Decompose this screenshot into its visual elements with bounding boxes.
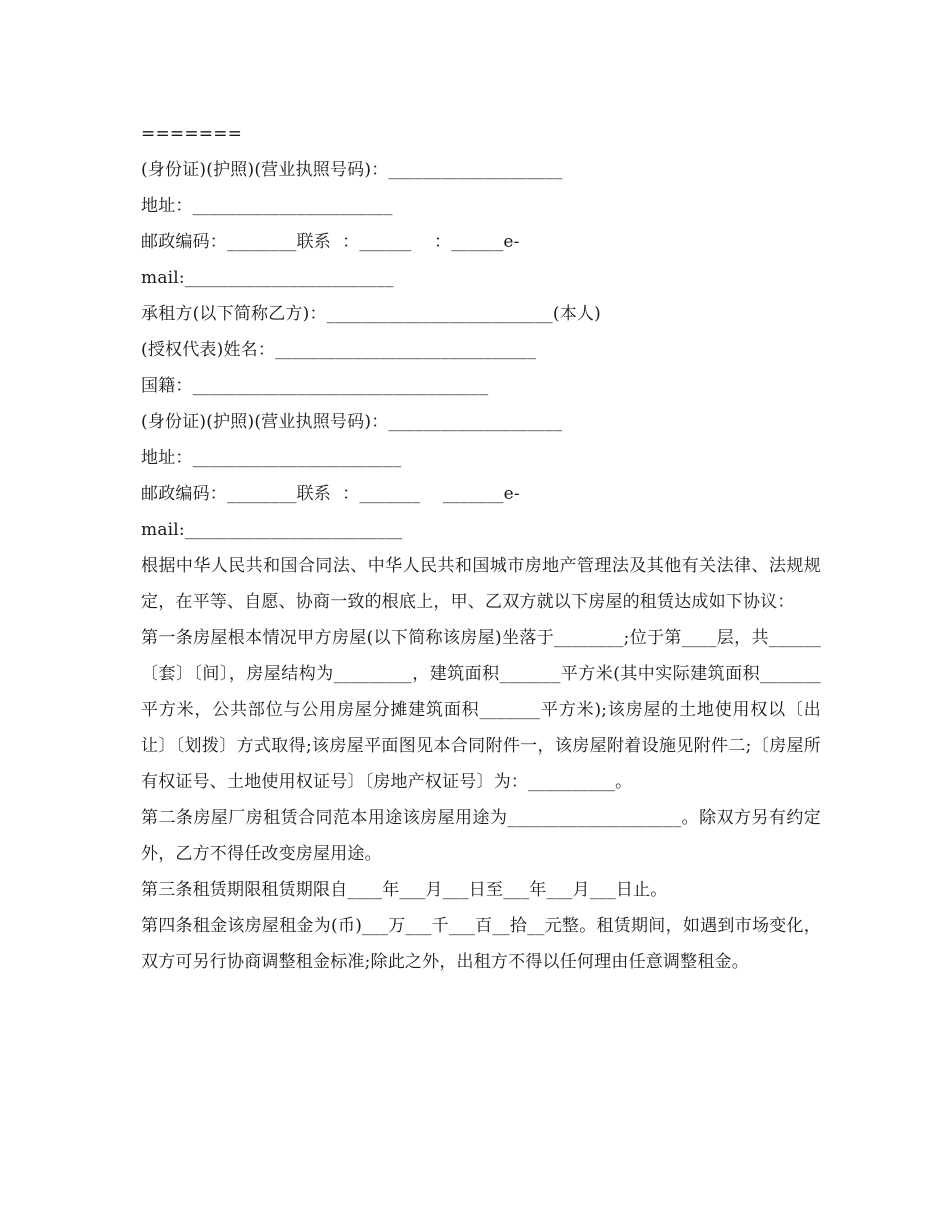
party-b-agent-line: (授权代表)姓名：______________________________ — [141, 340, 537, 360]
article-1-paragraph: 第一条房屋根本情况甲方房屋(以下简称该房屋)坐落于________;位于第____层，共______〔套〕〔间〕，房屋结构为_________，建筑面积_______平方米(其中实际建筑面积_______平方米，公共部位与公用房屋分摊建筑面积_______平方米);该房屋的土地使用权以〔出让〕〔划拨〕方式取得;该房屋平面图见本合同附件一，该房屋附着设施见附件二;〔房屋所有权证号、土地使用权证号〕〔房地产权证号〕为：__________。 — [141, 628, 821, 792]
party-a-postal-line: 邮政编码：________联系 ：______ ：______e- — [141, 232, 520, 252]
party-b-lessee-line: 承租方(以下简称乙方)：__________________________(本人) — [141, 304, 601, 324]
separator-line: ======= — [141, 124, 243, 144]
party-a-mail-line: mail:________________________ — [141, 268, 394, 288]
party-a-address-line: 地址：_______________________ — [141, 196, 393, 216]
party-b-postal-line: 邮政编码：________联系 ：_______ _______e- — [141, 484, 520, 504]
article-4-paragraph: 第四条租金该房屋租金为(币)___万___千___百__拾__元整。租赁期间，如遇到市场变化，双方可另行协商调整租金标准;除此之外，出租方不得以任何理由任意调整租金。 — [141, 916, 821, 972]
article-3-paragraph: 第三条租赁期限租赁期限自____年___月___日至___年___月___日止。 — [141, 880, 668, 900]
party-b-nationality-line: 国籍：__________________________________ — [141, 376, 489, 396]
party-b-address-line: 地址：________________________ — [141, 448, 402, 468]
party-b-id-line: (身份证)(护照)(营业执照号码)：____________________ — [141, 412, 563, 432]
preamble-paragraph: 根据中华人民共和国合同法、中华人民共和国城市房地产管理法及其他有关法律、法规规定，在平等、自愿、协商一致的根底上，甲、乙双方就以下房屋的租赁达成如下协议： — [141, 556, 821, 612]
party-b-mail-line: mail:_________________________ — [141, 520, 403, 540]
contract-body — [141, 116, 821, 980]
article-2-paragraph: 第二条房屋厂房租赁合同范本用途该房屋用途为____________________。除双方另有约定外，乙方不得任改变房屋用途。 — [141, 808, 821, 864]
party-a-id-line: (身份证)(护照)(营业执照号码)：____________________ — [141, 160, 563, 180]
